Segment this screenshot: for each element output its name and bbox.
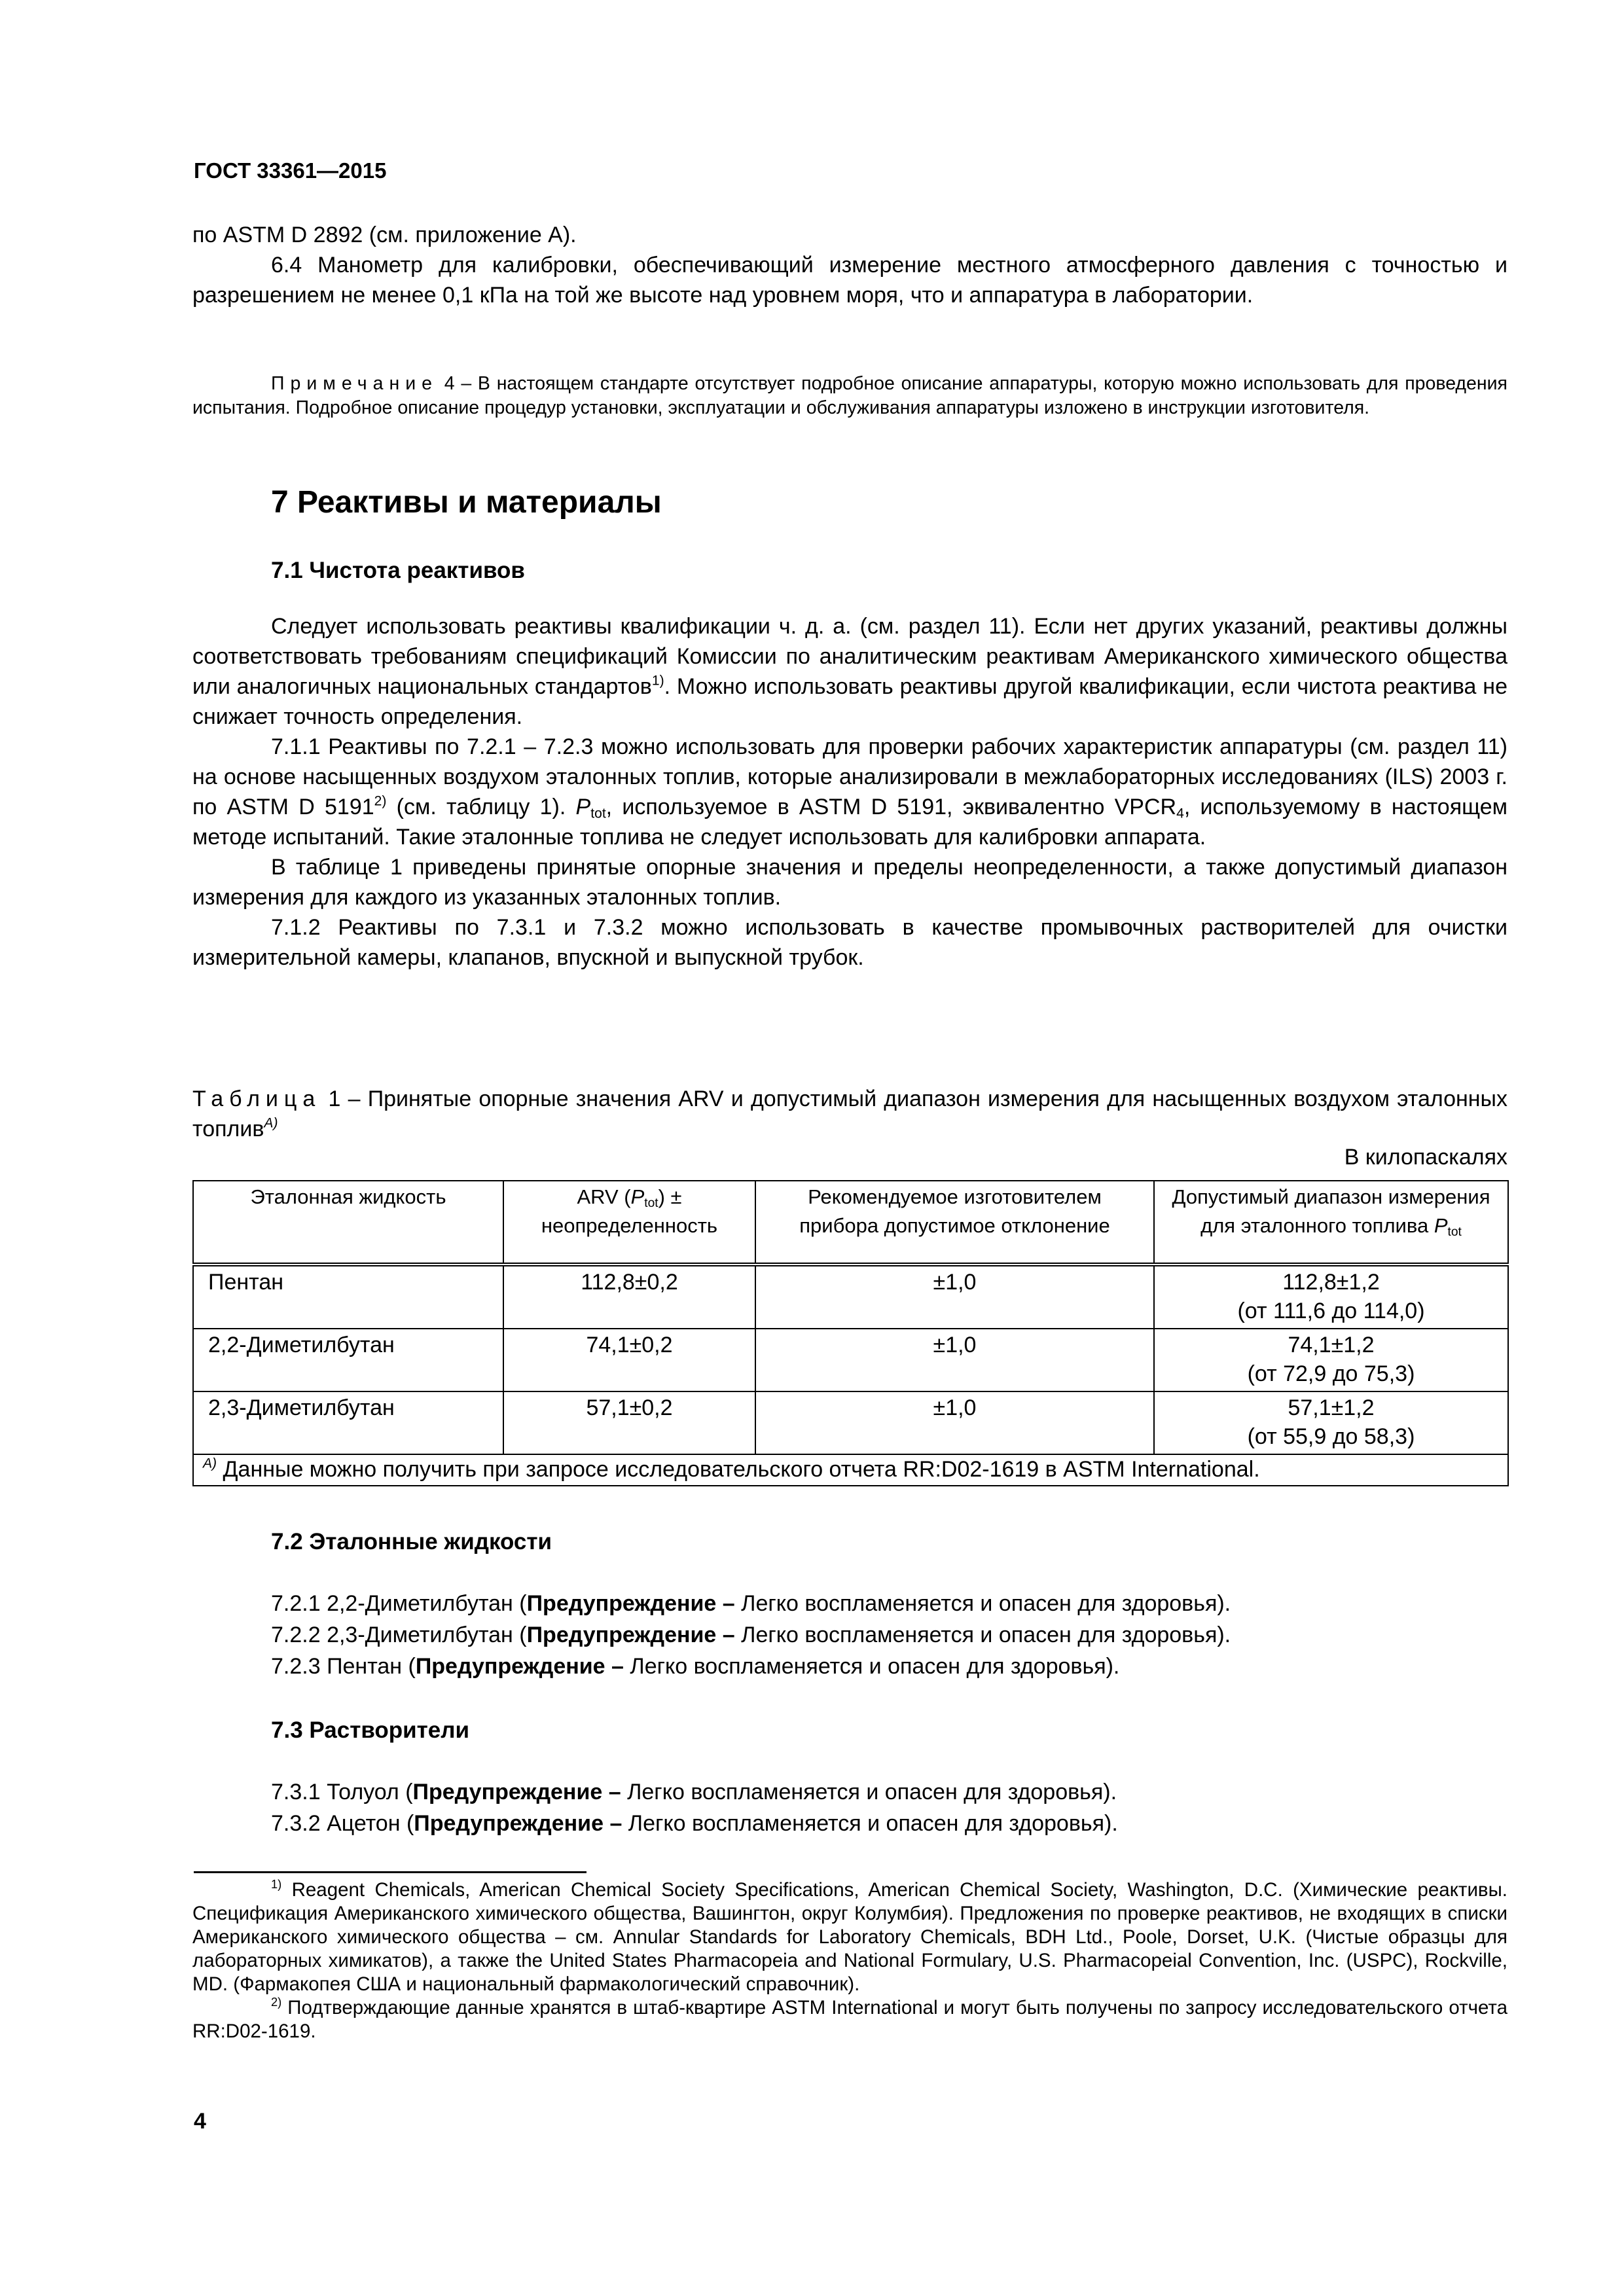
table-caption-text: 1 – Принятые опорные значения ARV и допустимый диапазон измерения для насыщенных воздухом эталонных топлив [192,1086,1507,1141]
range-detail: (от 111,6 до 114,0) [1237,1299,1425,1323]
table-row [193,1391,1508,1454]
section-7-2-title: 7.2 Эталонные жидкости [271,1529,552,1554]
symbol-p: P [575,795,591,819]
footnote-ref-2[interactable]: 2) [374,793,387,809]
footnote-mark-1: 1) [271,1877,282,1892]
header-arv [503,1181,755,1265]
header-reference-fluid: Эталонная жидкость [193,1181,503,1265]
continuation-text: по ASTM D 2892 (см. приложение А). [192,223,577,247]
subscript-tot: tot [644,1196,659,1210]
footnote-ref-1[interactable]: 1) [651,673,664,689]
table-caption-footnote-ref[interactable]: A) [264,1115,278,1131]
cell-arv: 74,1±0,2 [503,1329,755,1391]
cell-range [1154,1329,1508,1391]
range-value: 112,8±1,2 [1282,1270,1380,1295]
footnotes-block [192,1878,1507,2043]
note-4 [192,372,1507,420]
table-header-row [193,1181,1508,1265]
paragraph-7-1-1 [192,732,1507,852]
table-caption-label: Таблица [192,1086,321,1111]
footnote-text-1: Reagent Chemicals, American Chemical Society Specifications, American Chemical Society, Washington, D.C. (Химические реактивы. Спецификация Американского химического общества, Вашингтон, округ Колумбия). Предложения по проверке реактивов, не входящих в списки Американского химического общества – см. Annular Standards for Laboratory Chemicals, BDH Ltd., Poole, Dorset, U.K. (Чистые образцы для лабораторных химикатов), а также the United States Pharmacopeia and National Formulary, U.S. Pharmacopeial Convention, Inc. (USPC), Rockville, MD. (Фармакопея США и национальный фармакологический справочник). [192,1879,1507,1995]
text-run: 7.2.1 2,2-Диметилбутан ( [271,1591,527,1616]
text-run: ARV ( [577,1185,631,1208]
warning-label: Предупреждение – [415,1654,624,1679]
symbol-p: P [1434,1214,1448,1237]
section-7-1-body [192,611,1507,973]
header-range [1154,1181,1508,1265]
note-label: Примечание [271,373,438,394]
note-text: 4 – В настоящем стандарте отсутствует подробное описание аппаратуры, которую можно использовать для проведения испытания. Подробное описание процедур установки, эксплуатации и обслуживания аппаратуры изложено в инструкции изготовителя. [192,373,1507,418]
text-run: Легко воспламеняется и опасен для здоровья). [734,1623,1231,1647]
table-1-container [192,1180,1507,1486]
subscript-4: 4 [1176,806,1184,821]
warning-label: Предупреждение – [412,1780,621,1804]
table-caption [192,1084,1507,1144]
paragraph-6-4: 6.4 Манометр для калибровки, обеспечивающий измерение местного атмосферного давления с точностью и разрешением не менее 0,1 кПа на той же высоте над уровнем моря, что и аппаратура в лаборатории. [192,253,1507,308]
text-run: Легко воспламеняется и опасен для здоровья). [621,1780,1117,1804]
paragraph-7-1-2: 7.1.2 Реактивы по 7.3.1 и 7.3.2 можно использовать в качестве промывочных растворителей для очистки измерительной камеры, клапанов, впускной и выпускной трубок. [192,915,1507,970]
text-run: Допустимый диапазон измерения для эталонного топлива [1172,1185,1490,1237]
cell-arv: 57,1±0,2 [503,1391,755,1454]
text-run: Легко воспламеняется и опасен для здоровья). [734,1591,1231,1616]
table-1 [192,1180,1509,1486]
text-run: . Можно использовать реактивы другой квалификации, если чистота реактива не снижает точность определения. [192,674,1507,729]
text-run: 7.1.1 Реактивы по 7.2.1 – 7.2.3 можно использовать для проверки рабочих характеристик аппаратуры (см. раздел 11) на основе насыщенных воздухом эталонных топлив, которые анализировали в межлабораторных исследованиях (ILS) 2003 г. по ASTM D 5191 [192,734,1507,819]
warning-label: Предупреждение – [526,1591,735,1616]
table-footnote-row [193,1454,1508,1486]
section-7-1-title: 7.1 Чистота реактивов [271,558,525,583]
list-item-7-3-2 [271,1808,1507,1839]
list-item-7-2-2 [271,1619,1507,1651]
footnote-mark-2: 2) [271,1995,282,2009]
table-footnote-text: Данные можно получить при запросе исследовательского отчета RR:D02-1619 в ASTM International. [217,1457,1260,1482]
table-1-caption [192,1084,1507,1170]
text-run: , используемому в настоящем методе испытаний. Такие эталонные топлива не следует использовать для калибровки аппарата. [192,795,1507,850]
intro-block [192,220,1507,310]
table-footnote-mark: A) [203,1456,217,1471]
cell-fluid: 2,2-Диметилбутан [193,1329,503,1391]
cell-deviation: ±1,0 [755,1391,1154,1454]
text-run: 7.2.2 2,3-Диметилбутан ( [271,1623,527,1647]
footnote-2 [192,1996,1507,2043]
cell-deviation: ±1,0 [755,1329,1154,1391]
text-run: 7.3.2 Ацетон ( [271,1811,414,1836]
text-run: , используемое в ASTM D 5191, эквивалентно VPCR [605,795,1177,819]
footnote-separator [194,1871,586,1873]
cell-fluid: Пентан [193,1265,503,1329]
list-item-7-3-1 [271,1776,1507,1808]
text-run: 7.3.1 Толуол ( [271,1780,413,1804]
warning-label: Предупреждение – [414,1811,623,1836]
subscript-tot: tot [590,806,606,821]
header-deviation: Рекомендуемое изготовителем прибора допустимое отклонение [755,1181,1154,1265]
text-run: Следует использовать реактивы квалификации ч. д. а. (см. раздел 11). Если нет других указаний, реактивы должны соответствовать требованиям спецификаций Комиссии по аналитическим реактивам Американского химического общества или аналогичных национальных стандартов [192,614,1507,699]
range-detail: (от 55,9 до 58,3) [1247,1424,1415,1449]
text-run: Легко воспламеняется и опасен для здоровья). [622,1811,1118,1836]
cell-range [1154,1265,1508,1329]
footnote-text-2: Подтверждающие данные хранятся в штаб-квартире ASTM International и могут быть получены по запросу исследовательского отчета RR:D02-1619. [192,1997,1507,2042]
symbol-p: P [630,1185,645,1208]
text-run: ) ± неопределенность [541,1185,718,1237]
cell-range [1154,1391,1508,1454]
paragraph-7-1 [192,611,1507,732]
document-id-header: ГОСТ 33361—2015 [194,158,387,183]
cell-fluid: 2,3-Диметилбутан [193,1391,503,1454]
warning-label: Предупреждение – [526,1623,735,1647]
subscript-tot: tot [1447,1225,1462,1239]
text-run: (см. таблицу 1). [386,795,576,819]
table-row [193,1265,1508,1329]
section-7-title: 7 Реактивы и материалы [271,485,662,520]
section-7-2-list [271,1588,1507,1682]
note-block [192,372,1507,420]
cell-arv: 112,8±0,2 [503,1265,755,1329]
page-number: 4 [194,2109,206,2134]
text-run: Легко воспламеняется и опасен для здоровья). [623,1654,1120,1679]
footnote-1 [192,1878,1507,1996]
table-footnote [193,1454,1508,1486]
list-item-7-2-3 [271,1651,1507,1682]
range-detail: (от 72,9 до 75,3) [1247,1361,1415,1386]
section-7-3-list [271,1776,1507,1839]
list-item-7-2-1 [271,1588,1507,1619]
section-7-3-title: 7.3 Растворители [271,1717,470,1743]
range-value: 74,1±1,2 [1288,1333,1375,1357]
text-run: 7.2.3 Пентан ( [271,1654,416,1679]
cell-deviation: ±1,0 [755,1265,1154,1329]
range-value: 57,1±1,2 [1288,1395,1375,1420]
paragraph-table-intro: В таблице 1 приведены принятые опорные значения и пределы неопределенности, а также допустимый диапазон измерения для каждого из указанных эталонных топлив. [192,855,1507,910]
units-label: В килопаскалях [1344,1145,1507,1170]
table-row [193,1329,1508,1391]
